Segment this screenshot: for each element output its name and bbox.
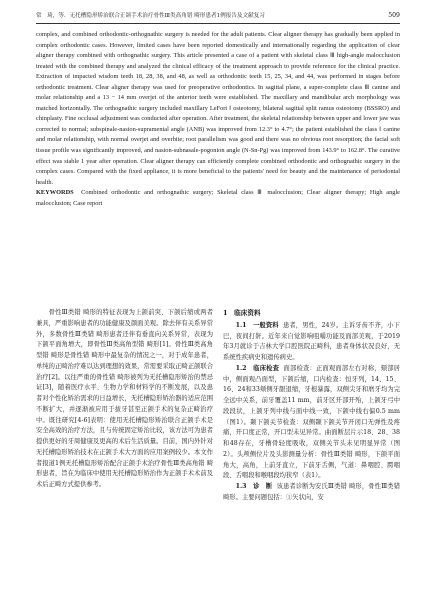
right-column	[223, 308, 400, 504]
general-label: 1.1 一般资料	[235, 321, 279, 329]
intro-paragraph: 骨性Ⅲ类错 畸形的特征表现为上颌前突、下颌后缩或两者兼具，严重影响患者的功能健康及颜面美观。除去伴有关系异常外，多数骨性Ⅲ类错 畸形患者还伴有垂直向关系异常，表现为下颌平面角增大，即骨性Ⅲ类高角型错 畸形[1]。骨性Ⅲ类高角型错 畸形是骨性错 畸形中最复杂的情况之一，对于成年患者，单纯的正畸治疗难以达到理想的效果，常需要采取正畸正颌联合治疗[2]。以往严重的骨性错 畸形被列为无托槽隐形矫治的禁忌证[3]，随着医疗水平、生物力学和材料学的不断发展，以及患者对个性化矫治需求的日益增长，无托槽隐形矫治器的适应范围不断扩大，并逐渐被应用于拔牙甚至正颌手术的复杂正畸治疗中。既往研究[4-6]表明：使用无托槽隐形矫治联合正颌手术是安全高效的治疗方法，且与传统固定矫治比较，该方法可为患者提供更好的牙周健康及更高的术后生活质量。目前，国内外针对无托槽隐形矫治技术在正颌手术大方面的应用案例较少。本文作者报道1例无托槽隐形矫治配合正颌手术治疗骨性Ⅲ类高角错 畸形患者，旨在为临床中使用无托槽隐形矫治作为正颌手术术前及术后正畸方式提供参考。	[36, 309, 213, 488]
exam-paragraph	[223, 364, 400, 482]
section-heading: 1 临床资料	[223, 309, 261, 317]
header-rule	[36, 23, 400, 24]
keywords-line	[36, 188, 400, 209]
abstract-text: complex, and combined orthodontic-orthognathic surgery is needed for the adult patients. Clear aligner therapy has gradually been applied in complex orthodontic cases. However, limited cases have been reported domestically and internationally regarding the application of clear aligner therapy combined with orthognathic surgery. This article presented a case of a patient with skeletal class Ⅲ high-angle malocclusion treated with the combined therapy and analyzed the clinical efficacy of the treatment approach to provide reference for the clinical practice. Extraction of impacted wisdom teeth 18, 28, 38, and 48, as well as orthodontic teeth 15, 25, 34, and 44, was performed in stages before orthodontic treatment. Clear aligner therapy was used for preoperative orthodontics. In sagittal plane, a super-complete class Ⅲ canine and molar relationship and a 13 − 14 mm overjet of the anterior teeth were established. The maxillary and mandibular arch morphology was matched horizontally. The orthognathic surgery included maxillary LeFort Ⅰ osteotomy, bilateral sagittal split ramus osteotomy (BSSRO) and chinplasty. Fine occlusal adjustment was conducted after operation. After treatment, the skeletal relationship between upper and lower jaw was corrected to normal; subspinale-nasion-supramental angle (ANB) was improved from 12.3° to 4.7°; the patient established the class Ⅰ canine and molar relationship, with normal overjet and overbite; root parallelism was good and there was no obvious root resorption; the facial soft tissue profile was significantly improved, and nasion-subnasale-pogonion angle (N-Sn-Pg) was improved from 143.9° to 162.8°. The curative effect was stable 1 year after operation. Clear aligner therapy can efficiently complete combined orthodontic and orthognathic surgery in the complex cases. Compared with the fixed appliance, it is more beneficial to the patients' need for beauty and the maintenance of periodontal health.	[36, 31, 400, 186]
english-abstract	[36, 30, 400, 209]
running-header	[36, 10, 400, 22]
diagnosis-paragraph	[223, 482, 400, 504]
exam-text: 面部检查：正面观面部左右对称，颏部居中，侧面观凸面型，下颌后缩，口内检查：恒牙列，14、15、16、24和33颊侧牙龈退缩，牙根暴露，双侧尖牙和磨牙均为完全远中关系，前牙覆盖11 mm，前牙区开部开殆，上颌牙弓中段段状，上颌牙列中线与面中线一致，下颌中线右偏0.5 mm（图1）。颞下颌关节检查：双侧颞下颌关节开闭口无弹性及疼痛，开口度正常，开口型未见异常。曲面断层片示18、28、38和48存在，牙槽骨轻度吸收，双侧关节头未见明显异常（图2）。头颅侧位片及头影测量分析：骨性Ⅲ类错 畸形，下颌平面角大，高角，上前牙直立，下前牙舌侧，气道：鼻咽腔、腭咽段、舌咽段和喉咽段均狭窄（表1）。	[223, 364, 400, 480]
keywords-label: KEYWORDS	[36, 189, 74, 197]
running-title: 常 琦，等．无托槽隐形矫治联合正颌手术治疗骨性Ⅲ类高角错 畸形患者1例报告及文献复习	[36, 13, 265, 19]
left-column	[36, 308, 213, 491]
diagnosis-text: 该患者诊断为安氏Ⅲ类错 畸形，骨性Ⅲ类错 畸形。主要问题包括：①矢状向，安	[223, 483, 400, 501]
general-text: 患者，男性，24岁。主诉牙齿不齐，小下巴，夜间打鼾。近年来自觉影响咀嚼功能及面部美观，于2019年3月就诊于吉林大学口腔医院正畸科，患者身体状况良好，无系统性疾病史和遗传病史。	[223, 321, 400, 361]
page-number: 509	[388, 12, 400, 19]
general-paragraph	[223, 321, 400, 364]
keywords-text: Combined orthodontic and orthognathic surgery; Skeletal class Ⅲ malocclusion; Clear aligner therapy; High angle malocclusion; Case report	[36, 189, 400, 207]
exam-label: 1.2 临床检查	[235, 364, 280, 372]
diagnosis-label: 1.3 诊 断	[235, 483, 273, 490]
